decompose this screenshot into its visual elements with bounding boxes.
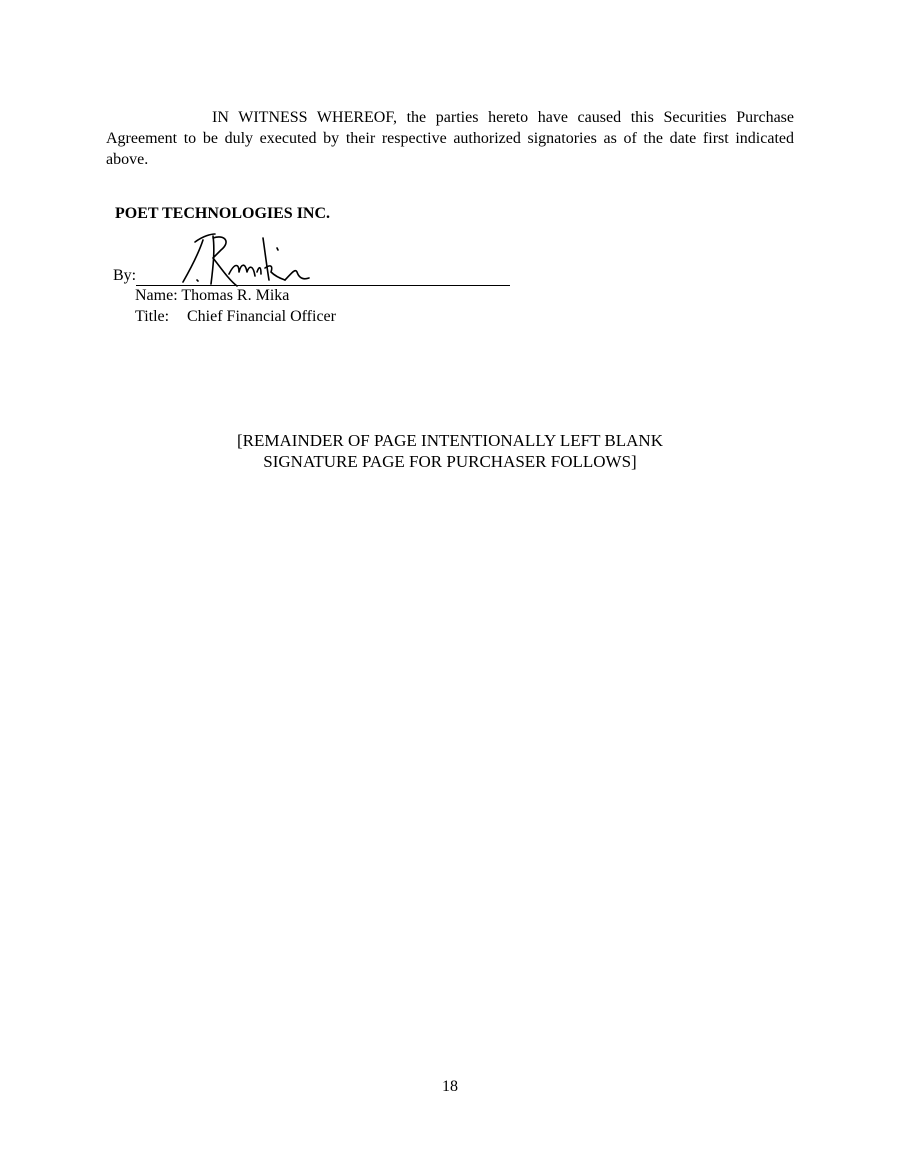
page-number: 18 bbox=[442, 1078, 458, 1095]
by-label: By: bbox=[113, 267, 137, 284]
signer-name-line bbox=[135, 287, 289, 305]
signature-block bbox=[113, 228, 513, 328]
name-value: Thomas R. Mika bbox=[181, 287, 290, 304]
remainder-notice bbox=[150, 430, 750, 472]
handwritten-signature bbox=[173, 228, 323, 290]
notice-line-2: SIGNATURE PAGE FOR PURCHASER FOLLOWS] bbox=[263, 452, 637, 471]
signer-title-line bbox=[135, 308, 336, 326]
title-value: Chief Financial Officer bbox=[187, 308, 336, 325]
title-label: Title: bbox=[135, 308, 170, 325]
witness-paragraph: IN WITNESS WHEREOF, the parties hereto have caused this Securities Purchase Agreement to be duly executed by their respective authorized signatories as of the date first indicated above. bbox=[106, 109, 794, 168]
notice-line-1: [REMAINDER OF PAGE INTENTIONALLY LEFT BLANK bbox=[237, 431, 663, 450]
name-label: Name: bbox=[135, 287, 178, 304]
company-name: POET TECHNOLOGIES INC. bbox=[115, 205, 331, 222]
